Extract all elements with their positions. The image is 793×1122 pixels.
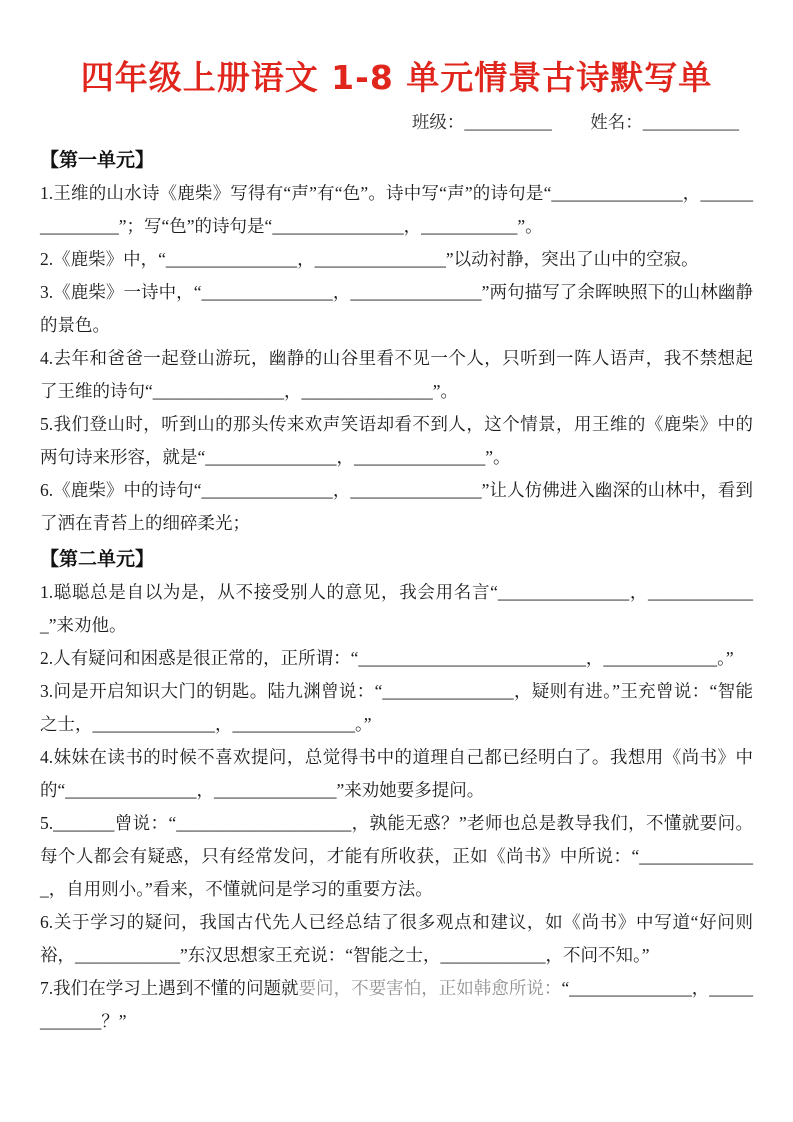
meta-line (40, 109, 753, 135)
question-text: 3.《鹿柴》一诗中，“_______________，_______________”两句描写了余晖映照下的山林幽静的景色。 (40, 282, 753, 335)
question-text: 4.去年和爸爸一起登山游玩，幽静的山谷里看不见一个人，只听到一阵人语声，我不禁想起了王维的诗句“_______________，_______________”。 (40, 348, 753, 401)
section-unit-1 (40, 145, 753, 540)
page-title: 四年级上册语文 1-8 单元情景古诗默写单 (80, 58, 713, 97)
question-text: 2.《鹿柴》中，“_______________，_______________”以动衬静，突出了山中的空寂。 (40, 249, 699, 269)
section-heading-unit-2: 【第二单元】 (40, 548, 155, 570)
class-label: 班级： (411, 112, 465, 132)
question-text: 2.人有疑问和困惑是很正常的，正所谓：“__________________________，_____________。” (40, 648, 734, 668)
question-text: 6.关于学习的疑问，我国古代先人已经总结了很多观点和建议，如《尚书》中写道“好问则裕，____________”东汉思想家王充说：“智能之士，____________，不问不知。” (40, 912, 753, 965)
class-blank: __________ (464, 112, 552, 132)
q7-faded-scan-text: 要问，不要害怕，正如韩愈所说： (298, 978, 562, 998)
question-text: 4.妹妹在读书的时候不喜欢提问，总觉得书中的道理自己都已经明白了。我想用《尚书》中的“_______________，______________”来劝她要多提问。 (40, 747, 753, 800)
question-text: 5.我们登山时，听到山的那头传来欢声笑语却看不到人，这个情景，用王维的《鹿柴》中的两句诗来形容，就是“_______________，_______________”。 (40, 414, 753, 467)
q7-start: 7.我们在学习上遇到不懂的问题就 (40, 978, 299, 998)
name-label: 姓名： (590, 112, 643, 132)
class-field (412, 109, 552, 135)
section-heading-unit-1: 【第一单元】 (40, 149, 155, 171)
question-text: 1.聪聪总是自以为是，从不接受别人的意见，我会用名言“_______________，_____________”来劝他。 (40, 582, 753, 635)
question-text: 1.王维的山水诗《鹿柴》写得有“声”有“色”。诗中写“声”的诗句是“_______________，_______________”；写“色”的诗句是“_______________，___________”。 (40, 183, 753, 236)
question-text: 5._______曾说：“____________________，孰能无惑？”老师也总是教导我们，不懂就要问。每个人都会有疑惑，只有经常发问，才能有所收获，正如《尚书》中所说：“______________，自用则小。”看来，不懂就问是学习的重要方法。 (40, 813, 753, 899)
q7-end: “______________，____________？” (40, 978, 754, 1031)
question-text: 6.《鹿柴》中的诗句“_______________，_______________”让人仿佛进入幽深的山林中，看到了洒在青苔上的细碎柔光； (40, 480, 753, 533)
name-field (590, 109, 739, 135)
name-blank: ___________ (642, 112, 739, 132)
section-unit-2 (40, 544, 753, 1038)
question-text-q7 (40, 972, 753, 1038)
question-text: 3.问是开启知识大门的钥匙。陆九渊曾说：“_______________，疑则有进。”王充曾说：“智能之士，______________，______________。” (40, 681, 753, 734)
